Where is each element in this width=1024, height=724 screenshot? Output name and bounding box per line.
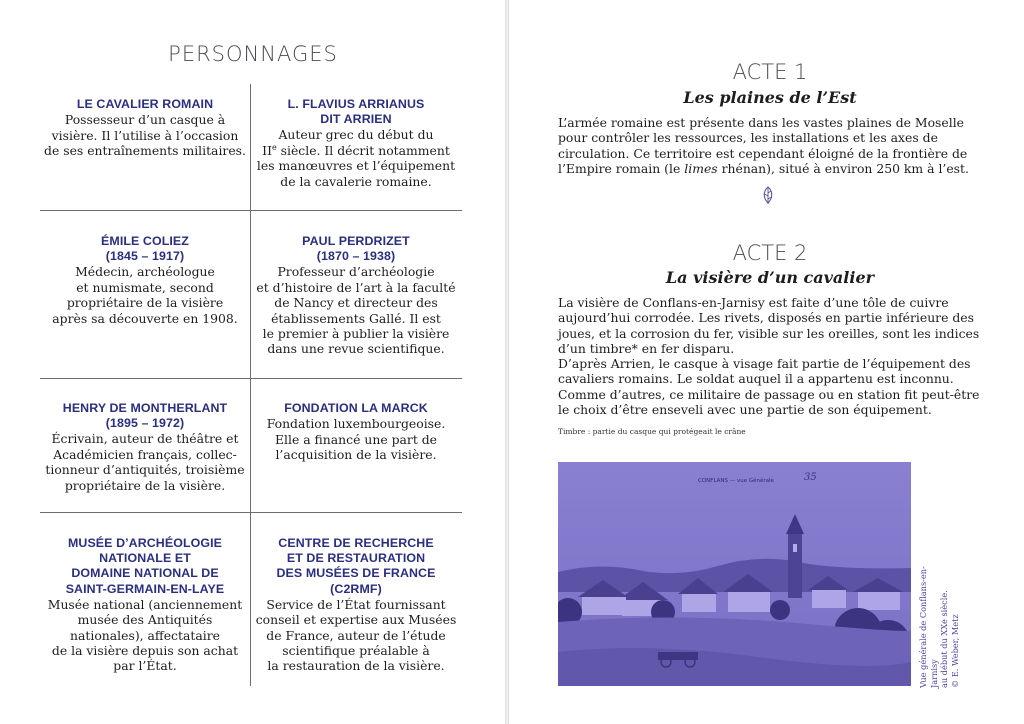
person-name: PAUL PERDRIZET bbox=[302, 234, 410, 248]
person-desc-line: nationales), affectataire bbox=[70, 627, 220, 643]
person-desc-line: l’acquisition de la visière. bbox=[275, 447, 437, 463]
person-name: HENRY DE MONTHERLANT bbox=[62, 401, 228, 415]
person-desc-line: par l’État. bbox=[113, 658, 177, 674]
person-desc-line: et d’histoire de l’art à la faculté bbox=[256, 279, 456, 295]
person-name: ÉMILE COLIEZ bbox=[101, 234, 189, 248]
person-name: SAINT-GERMAIN-EN-LAYE bbox=[65, 581, 225, 596]
person-desc-line: Auteur grec du début du bbox=[278, 127, 434, 143]
person-desc-line: Fondation luxembourgeoise. bbox=[266, 416, 446, 432]
person-name: DES MUSÉES DE FRANCE bbox=[276, 566, 436, 581]
person-arrien bbox=[251, 97, 461, 189]
postcard-illustration bbox=[558, 462, 911, 686]
person-name: ET DE RESTAURATION bbox=[286, 551, 426, 566]
person-desc-line: dans une revue scientifique. bbox=[267, 341, 445, 357]
person-desc-line: établissements Gallé. Il est bbox=[271, 310, 441, 326]
personnages-title: PERSONNAGES bbox=[168, 42, 338, 66]
person-desc-line: conseil et expertise aux Musées bbox=[255, 612, 457, 628]
person-paul-perdrizet bbox=[251, 234, 461, 357]
person-name: DIT ARRIEN bbox=[320, 112, 392, 127]
person-desc-line: Elle a financé une part de bbox=[274, 431, 438, 447]
grid-horizontal-rule bbox=[40, 210, 462, 211]
person-desc-line: de Nancy et directeur des bbox=[274, 295, 438, 311]
person-desc-line bbox=[251, 143, 461, 158]
postcard-printed-title: CONFLANS — vue Générale bbox=[698, 478, 774, 484]
caption-line: au début du XXe siècle. bbox=[939, 590, 949, 688]
person-desc-line: visière. Il l’utilise à l’occasion bbox=[51, 127, 239, 143]
person-dates: (1870 – 1938) bbox=[316, 249, 396, 264]
person-desc-line: Professeur d’archéologie bbox=[277, 264, 435, 280]
postcard-handwritten-number: 35 bbox=[804, 472, 817, 483]
acte1-text: rhénan), situé à environ 250 km à l’est. bbox=[717, 160, 969, 176]
leaf-ornament-icon bbox=[758, 185, 778, 205]
caption-line: © E. Weber, Metz bbox=[949, 614, 960, 688]
person-name: LE CAVALIER ROMAIN bbox=[76, 97, 214, 111]
person-dates: (1845 – 1917) bbox=[105, 249, 185, 264]
acte2-paragraph-1: La visière de Conflans-en-Jarnisy est faite d’une tôle de cuivre aujourd’hui corrodée. Les rivets, disposés en partie inférieure des joues, et la corrosion du fer, visible sur les oreilles, sont les indices d’un timbre* en fer disparu. bbox=[558, 295, 980, 356]
person-desc-line: de France, auteur de l’étude bbox=[266, 627, 446, 643]
person-desc-line: Académicien français, collec- bbox=[53, 446, 237, 462]
person-fondation-la-marck bbox=[251, 401, 461, 462]
person-desc-line: propriétaire de la visière. bbox=[64, 477, 226, 493]
ordinal-superscript: e bbox=[271, 142, 277, 152]
acte1-emphasis: limes bbox=[684, 160, 718, 176]
acte2-subtitle: La visière d’un cavalier bbox=[665, 268, 875, 287]
person-name: FONDATION LA MARCK bbox=[284, 401, 428, 415]
person-desc-line: les manœuvres et l’équipement bbox=[256, 158, 456, 174]
photo-caption bbox=[918, 538, 960, 688]
acte1-paragraph bbox=[558, 115, 982, 176]
acte1-text: L’armée romaine est présente dans les vastes plaines de Moselle pour contrôler les ressources, les installations et les axes de circulation. Ce territoire est cependant éloigné de la frontière de l’Empire romain (le bbox=[558, 115, 968, 176]
person-desc-line: musée des Antiquités bbox=[77, 612, 213, 628]
person-desc-line: Médecin, archéologue bbox=[75, 264, 215, 280]
caption-line: Vue générale de Conflans-en-Jarnisy bbox=[918, 566, 939, 688]
person-name: DOMAINE NATIONAL DE bbox=[71, 566, 219, 581]
acte1-title: ACTE 1 bbox=[732, 60, 808, 84]
person-emile-coliez bbox=[40, 234, 250, 326]
grid-horizontal-rule bbox=[40, 512, 462, 513]
person-name: CENTRE DE RECHERCHE bbox=[278, 536, 434, 550]
person-desc-line: de la visière depuis son achat bbox=[51, 643, 239, 659]
person-name: (C2RMF) bbox=[330, 581, 382, 596]
person-desc-text: siècle. Il décrit notamment bbox=[276, 142, 450, 158]
person-henry-de-montherlant bbox=[40, 401, 250, 493]
person-desc-line: la restauration de la visière. bbox=[267, 658, 445, 674]
person-desc-line: de ses entraînements militaires. bbox=[44, 143, 246, 159]
person-desc-line: Possesseur d’un casque à bbox=[64, 112, 226, 128]
person-desc-line: tionneur d’antiquités, troisième bbox=[45, 462, 245, 478]
person-desc-line: Écrivain, auteur de théâtre et bbox=[51, 431, 239, 447]
person-cavalier-romain bbox=[40, 97, 250, 158]
acte1-subtitle: Les plaines de l’Est bbox=[683, 88, 857, 107]
roman-numeral: II bbox=[262, 142, 272, 158]
person-desc-line: de la cavalerie romaine. bbox=[280, 173, 432, 189]
postcard-photo bbox=[558, 462, 911, 686]
person-desc-line: après sa découverte en 1908. bbox=[52, 310, 238, 326]
person-desc-line: propriétaire de la visière bbox=[66, 295, 224, 311]
person-desc-line: Service de l’État fournissant bbox=[266, 596, 446, 612]
personnages-grid bbox=[40, 84, 462, 686]
person-name: NATIONALE ET bbox=[99, 551, 191, 566]
person-desc-line: Musée national (anciennement bbox=[47, 596, 243, 612]
grid-horizontal-rule bbox=[40, 378, 462, 379]
acte2-title: ACTE 2 bbox=[732, 241, 808, 265]
person-dates: (1895 – 1972) bbox=[105, 416, 185, 431]
person-desc-line: le premier à publier la visière bbox=[262, 326, 450, 342]
person-musee-archeologie-nationale bbox=[40, 536, 250, 674]
footnote: Timbre : partie du casque qui protégeait le crâne bbox=[558, 427, 746, 436]
person-desc-line: et numismate, second bbox=[76, 279, 214, 295]
acte2-paragraph-2: D’après Arrien, le casque à visage fait partie de l’équipement des cavaliers romains. Le soldat auquel il a appartenu est inconnu. Comme d’autres, ce militaire de passage ou en station fit peut-être le choix d’être enseveli avec une partie de son équipement. bbox=[558, 356, 980, 417]
person-c2rmf bbox=[251, 536, 461, 674]
person-name: L. FLAVIUS ARRIANUS bbox=[287, 97, 425, 111]
page-gutter bbox=[505, 0, 509, 724]
person-name: MUSÉE D’ARCHÉOLOGIE bbox=[67, 536, 223, 550]
person-desc-line: scientifique préalable à bbox=[282, 643, 430, 659]
